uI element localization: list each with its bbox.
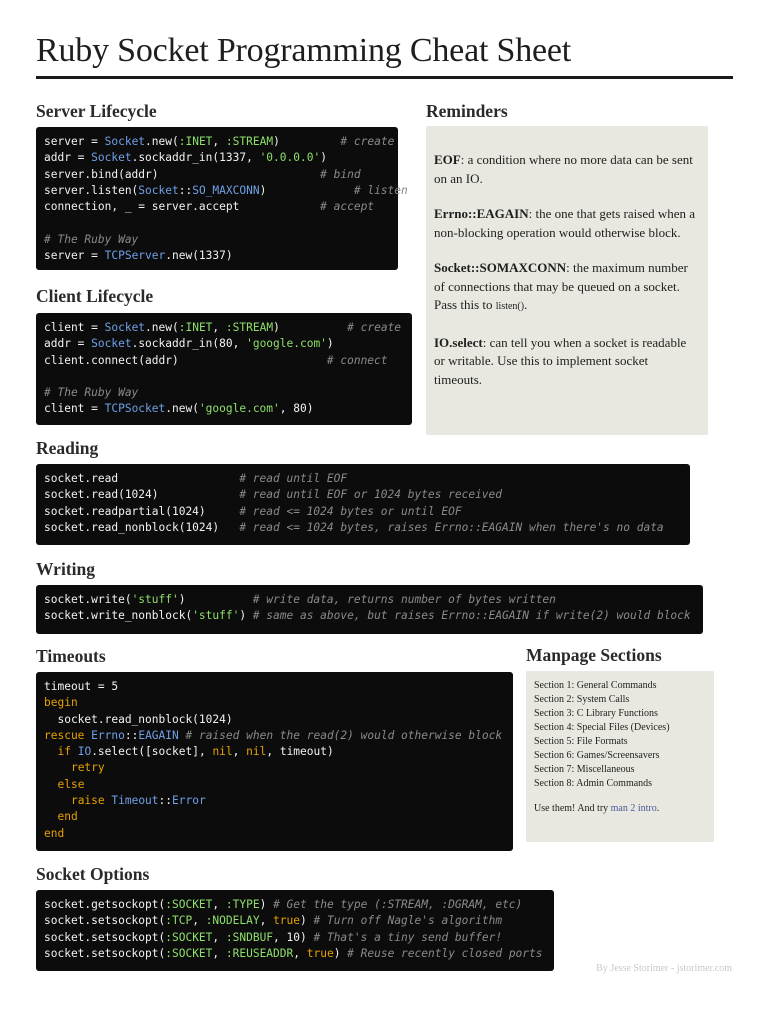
code-keyword: if xyxy=(57,745,78,759)
code-symbol: :SOCKET xyxy=(165,930,213,944)
code-line xyxy=(44,199,390,215)
code-keyword: true xyxy=(273,914,301,928)
manpage-section-item: Section 5: File Formats xyxy=(534,736,628,747)
code-text: , 80) xyxy=(279,402,314,416)
code-comment: # same as above, but raises Errno::EAGAIN if write(2) would block xyxy=(252,609,691,623)
code-symbol: :REUSEADDR xyxy=(225,946,294,960)
code-text: ) xyxy=(259,898,274,911)
code-text: server.bind(addr) xyxy=(44,167,321,181)
code-text xyxy=(44,761,71,774)
code-line xyxy=(44,809,505,825)
socket-options-heading: Socket Options xyxy=(36,864,150,884)
code-text: , xyxy=(212,321,226,334)
code-line xyxy=(44,320,404,336)
code-keyword: nil xyxy=(246,745,267,759)
writing-code xyxy=(36,585,703,634)
code-text: socket.setsockopt( xyxy=(44,946,166,960)
manpage-section-item: Section 7: Miscellaneous xyxy=(534,764,635,775)
code-text: , xyxy=(293,946,307,960)
code-line xyxy=(44,897,546,913)
code-text: timeout = 5 xyxy=(44,680,119,693)
reading-heading: Reading xyxy=(36,438,99,458)
man-intro-link[interactable]: man 2 intro xyxy=(610,803,657,814)
code-comment: # listen xyxy=(353,183,408,197)
code-text: .new( xyxy=(145,135,179,148)
code-line xyxy=(44,712,505,728)
manpage-section-item: Section 6: Games/Screensavers xyxy=(534,750,660,761)
code-class-name: EAGAIN xyxy=(138,728,179,742)
code-line xyxy=(44,232,390,248)
code-symbol: 'google.com' xyxy=(246,337,327,351)
code-class-name: TCPServer xyxy=(104,249,166,263)
code-line xyxy=(44,134,395,150)
manpage-section-item: Section 2: System Calls xyxy=(534,694,630,705)
code-text: server.listen( xyxy=(44,183,139,197)
code-text: .new( xyxy=(145,321,179,334)
listen-code: listen() xyxy=(495,301,525,312)
code-line xyxy=(44,183,408,199)
code-text: addr = xyxy=(44,337,92,351)
writing-heading: Writing xyxy=(36,559,95,579)
code-keyword: end xyxy=(57,810,78,824)
code-text: , xyxy=(259,914,274,928)
code-symbol: 'stuff' xyxy=(192,609,240,623)
server-lifecycle-code xyxy=(36,127,408,270)
code-class-name: Socket xyxy=(91,337,132,351)
code-symbol: :STREAM xyxy=(225,321,274,334)
reminder-io-select xyxy=(434,334,699,390)
code-line xyxy=(44,520,682,536)
code-text: , xyxy=(212,898,226,911)
code-keyword: rescue xyxy=(44,728,92,742)
code-text: socket.read_nonblock(1024) xyxy=(44,520,240,534)
code-comment: # Reuse recently closed ports xyxy=(347,946,543,960)
code-text: client = xyxy=(44,321,105,334)
code-comment: # read <= 1024 bytes or until EOF xyxy=(239,504,462,518)
code-symbol: :TCP xyxy=(165,914,193,928)
code-comment: # connect xyxy=(326,353,388,367)
code-symbol: '0.0.0.0' xyxy=(259,151,321,165)
code-class-name: Socket xyxy=(138,183,179,197)
client-lifecycle-code xyxy=(36,313,412,425)
code-comment: # write data, returns number of bytes written xyxy=(252,593,556,606)
code-text: socket.getsockopt( xyxy=(44,898,166,911)
code-text: ) xyxy=(178,593,253,606)
code-text: socket.setsockopt( xyxy=(44,930,166,944)
code-line xyxy=(44,504,682,520)
code-text: , 10) xyxy=(273,930,314,944)
manpage-list xyxy=(534,679,706,791)
code-line xyxy=(44,215,390,231)
code-line xyxy=(44,150,390,166)
term-somaxconn: Socket::SOMAXCONN xyxy=(434,260,567,275)
reading-code xyxy=(36,464,690,545)
code-text: , timeout) xyxy=(266,745,334,759)
code-comment: # The Ruby Way xyxy=(44,386,139,400)
code-line xyxy=(44,826,505,842)
code-keyword: else xyxy=(57,777,85,791)
code-symbol: :STREAM xyxy=(225,135,274,148)
manpage-section-item: Section 4: Special Files (Devices) xyxy=(534,722,670,733)
code-text: ) xyxy=(326,337,334,351)
code-class-name: Socket xyxy=(91,151,132,165)
code-keyword: nil xyxy=(212,745,233,759)
code-class-name: TCPSocket xyxy=(104,402,166,416)
code-keyword: begin xyxy=(44,696,78,710)
code-comment: # read <= 1024 bytes, raises Errno::EAGAIN when there's no data xyxy=(239,520,664,534)
code-line xyxy=(44,471,682,487)
code-text: client.connect(addr) xyxy=(44,353,327,367)
manpage-box xyxy=(526,671,714,842)
code-class-name: Errno xyxy=(91,728,125,742)
title-rule xyxy=(36,76,733,79)
server-lifecycle-heading: Server Lifecycle xyxy=(36,101,157,121)
code-text: .new(1337) xyxy=(165,249,233,263)
code-keyword: true xyxy=(306,946,334,960)
code-line xyxy=(44,385,404,401)
manpage-section-item: Section 3: C Library Functions xyxy=(534,708,658,719)
manpage-heading: Manpage Sections xyxy=(526,645,662,665)
code-text: .sockaddr_in(1337, xyxy=(131,151,260,165)
code-line xyxy=(44,760,505,776)
code-line xyxy=(44,608,695,624)
manpage-note-suffix: . xyxy=(656,803,660,814)
code-line xyxy=(44,793,505,809)
code-text: , xyxy=(212,946,226,960)
code-class-name: Socket xyxy=(104,135,146,148)
client-lifecycle-heading: Client Lifecycle xyxy=(36,286,154,306)
code-text xyxy=(44,810,57,823)
code-text: , xyxy=(192,914,206,928)
reminder-somaxconn xyxy=(434,259,699,317)
page-title: Ruby Socket Programming Cheat Sheet xyxy=(36,32,572,69)
code-comment: # accept xyxy=(320,200,375,214)
code-text: ) xyxy=(300,914,314,928)
code-line xyxy=(44,695,505,711)
code-text: addr = xyxy=(44,151,92,165)
code-text: ) xyxy=(333,946,348,960)
code-symbol: :INET xyxy=(178,135,213,148)
code-text: .select([socket], xyxy=(91,745,213,759)
code-line xyxy=(44,592,695,608)
code-symbol: :INET xyxy=(178,321,213,334)
code-comment: # That's a tiny send buffer! xyxy=(313,930,503,944)
code-text: client = xyxy=(44,402,105,416)
code-text xyxy=(44,745,57,758)
code-text: :: xyxy=(124,728,139,742)
code-symbol: :SNDBUF xyxy=(225,930,274,944)
code-text: socket.write( xyxy=(44,593,132,606)
manpage-note xyxy=(534,802,706,816)
code-text: socket.setsockopt( xyxy=(44,914,166,928)
term-io-select: IO.select xyxy=(434,334,483,350)
code-text: ) xyxy=(320,151,327,165)
code-comment: # Get the type (:STREAM, :DGRAM, etc) xyxy=(273,898,523,911)
code-comment: # read until EOF or 1024 bytes received xyxy=(239,488,503,502)
code-comment: # read until EOF xyxy=(239,472,348,485)
reminders-box xyxy=(426,126,708,435)
code-text: socket.read(1024) xyxy=(44,488,240,502)
code-line xyxy=(44,336,404,352)
code-text: :: xyxy=(158,794,173,808)
manpage-section-item: Section 1: General Commands xyxy=(534,680,657,691)
code-line xyxy=(44,248,390,264)
reminder-eagain xyxy=(434,205,699,242)
code-text: ) xyxy=(259,183,354,197)
code-symbol: :NODELAY xyxy=(205,914,260,928)
desc-somaxconn-end: . xyxy=(524,297,528,312)
timeouts-code xyxy=(36,672,513,851)
timeouts-heading: Timeouts xyxy=(36,646,106,666)
code-comment: # create xyxy=(347,321,402,334)
code-class-name: IO xyxy=(77,745,92,759)
code-keyword: raise xyxy=(70,794,112,808)
code-line xyxy=(44,728,505,744)
code-line xyxy=(44,913,546,929)
reminders-heading: Reminders xyxy=(426,101,508,121)
code-text: server = xyxy=(44,135,105,148)
code-comment: # raised when the read(2) would otherwise block xyxy=(185,728,503,742)
code-comment: # bind xyxy=(320,167,361,181)
code-line xyxy=(44,353,404,369)
code-symbol: 'google.com' xyxy=(198,402,280,416)
code-class-name: Socket xyxy=(104,321,146,334)
code-class-name: Error xyxy=(172,794,206,808)
code-line xyxy=(44,369,404,385)
term-eagain: Errno::EAGAIN xyxy=(434,206,529,221)
code-text: , xyxy=(212,135,226,148)
code-text: :: xyxy=(178,183,193,197)
code-text: socket.write_nonblock( xyxy=(44,609,193,623)
term-eof: EOF xyxy=(434,152,461,167)
code-comment: # create xyxy=(340,135,395,148)
code-keyword: retry xyxy=(70,761,105,775)
code-line xyxy=(44,487,682,503)
code-text: ) xyxy=(273,321,348,334)
code-text: socket.read_nonblock(1024) xyxy=(44,712,233,726)
code-text: socket.read xyxy=(44,472,240,485)
code-line xyxy=(44,744,505,760)
code-symbol: :SOCKET xyxy=(165,898,213,911)
author-credit: By Jesse Storimer - jstorimer.com xyxy=(596,963,732,974)
code-text: server = xyxy=(44,249,105,263)
code-text: , xyxy=(212,930,226,944)
code-symbol: :TYPE xyxy=(225,898,260,911)
code-text xyxy=(44,794,71,807)
desc-eagain: : the one that gets raised when a non-blocking operation would otherwise block. xyxy=(434,206,696,240)
code-line xyxy=(44,167,390,183)
code-symbol: :SOCKET xyxy=(165,946,213,960)
code-text xyxy=(179,729,186,742)
code-text xyxy=(44,778,57,791)
code-comment: # The Ruby Way xyxy=(44,232,139,246)
code-text: ) xyxy=(239,609,253,623)
manpage-section-item: Section 8: Admin Commands xyxy=(534,778,653,789)
code-class-name: SO_MAXCONN xyxy=(192,183,260,197)
desc-eof: : a condition where no more data can be sent on an IO. xyxy=(434,152,693,186)
code-line xyxy=(44,946,546,962)
code-line xyxy=(44,679,505,695)
code-text: .new( xyxy=(165,402,199,416)
socket-options-code xyxy=(36,890,554,971)
code-text: connection, _ = server.accept xyxy=(44,200,321,214)
code-line xyxy=(44,930,546,946)
code-class-name: Timeout xyxy=(111,794,159,808)
code-text: ) xyxy=(273,135,341,148)
code-symbol: 'stuff' xyxy=(131,593,179,606)
desc-somaxconn: : the maximum number of connections that may be queued on a socket. Pass this to xyxy=(434,260,688,312)
reminder-eof xyxy=(434,151,699,188)
code-line xyxy=(44,777,505,793)
desc-io-select: : can tell you when a socket is readable or writable. Use this to implement socket timeouts. xyxy=(434,334,687,387)
code-keyword: end xyxy=(44,826,65,840)
code-text: socket.readpartial(1024) xyxy=(44,504,240,518)
code-comment: # Turn off Nagle's algorithm xyxy=(313,914,503,928)
code-text: .sockaddr_in(80, xyxy=(131,337,247,351)
manpage-note-prefix: Use them! And try xyxy=(534,803,611,814)
code-line xyxy=(44,401,404,417)
code-text: , xyxy=(232,745,247,759)
